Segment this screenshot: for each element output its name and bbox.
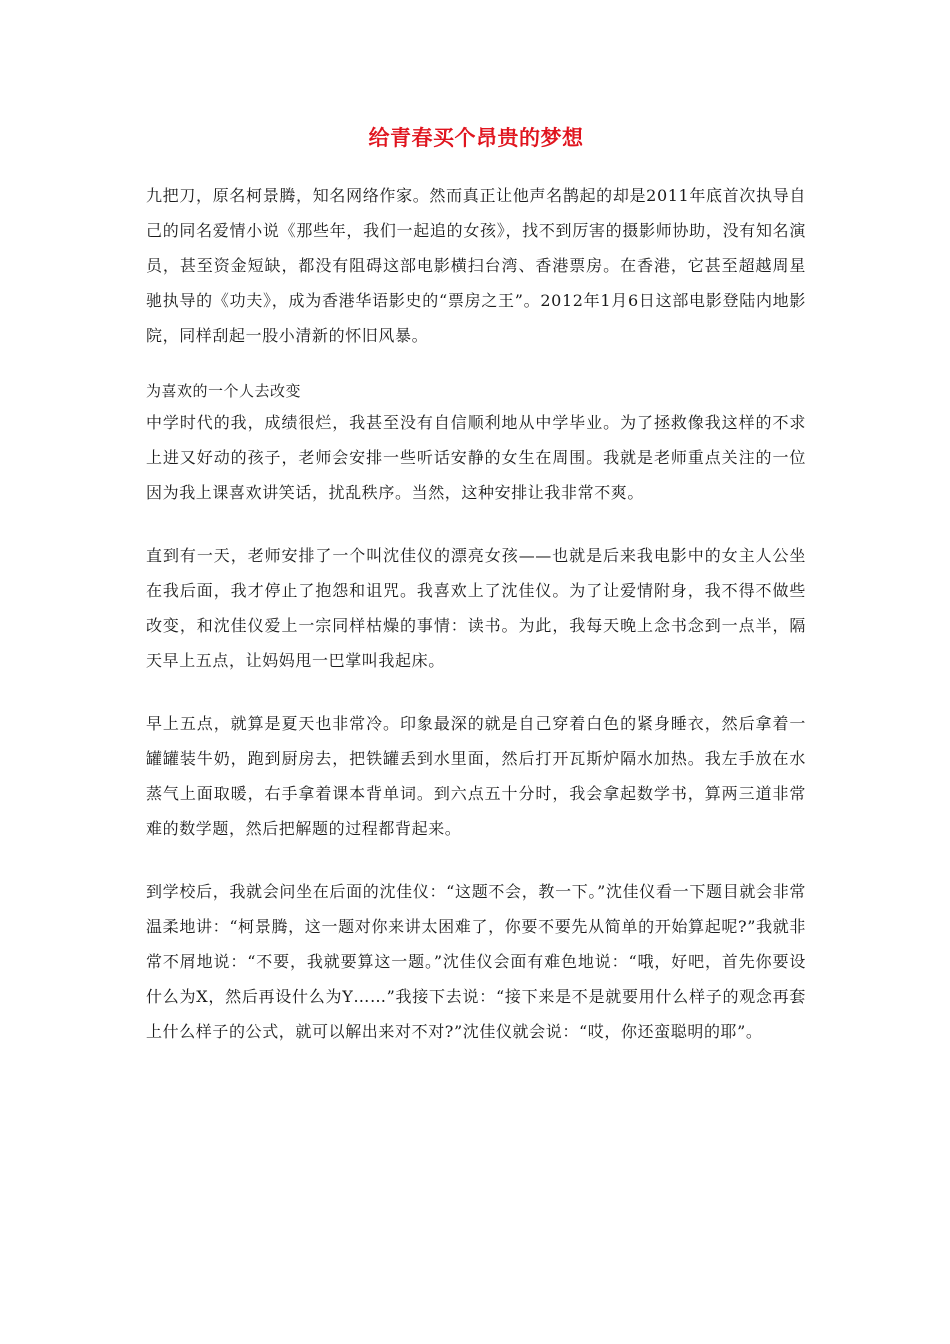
paragraph-gap — [146, 846, 806, 874]
paragraph-gap — [146, 678, 806, 706]
document-title: 给青春买个昂贵的梦想 — [368, 125, 584, 150]
paragraph-gap — [146, 510, 806, 538]
paragraph-intro: 九把刀，原名柯景腾，知名网络作家。然而真正让他声名鹊起的却是2011年底首次执导自己的同名爱情小说《那些年，我们一起追的女孩》，找不到厉害的摄影师协助，没有知名演员，甚至资金短缺，都没有阻碍这部电影横扫台湾、香港票房。在香港，它甚至超越周星驰执导的《功夫》，成为香港华语影史的“票房之王”。2012年1月6日这部电影登陆内地影院，同样刮起一股小清新的怀旧风暴。 — [146, 186, 806, 345]
paragraph-at-school: 到学校后，我就会问坐在后面的沈佳仪：“这题不会，教一下。”沈佳仪看一下题目就会非常温柔地讲：“柯景腾，这一题对你来讲太困难了，你要不要先从简单的开始算起呢?”我就非常不屑地说：“不要，我就要算这一题。”沈佳仪会面有难色地说：“哦，好吧，首先你要设什么为X，然后再设什么为Y……”我接下去说：“接下来是不是就要用什么样子的观念再套上什么样子的公式，就可以解出来对不对?”沈佳仪就会说：“哎，你还蛮聪明的耶”。 — [146, 882, 806, 1041]
paragraph-shen-jiayi: 直到有一天，老师安排了一个叫沈佳仪的漂亮女孩——也就是后来我电影中的女主人公坐在我后面，我才停止了抱怨和诅咒。我喜欢上了沈佳仪。为了让爱情附身，我不得不做些改变，和沈佳仪爱上一宗同样枯燥的事情：读书。为此，我每天晚上念书念到一点半，隔天早上五点，让妈妈甩一巴掌叫我起床。 — [146, 546, 806, 670]
document-body — [146, 124, 806, 1049]
section-subheading: 为喜欢的一个人去改变 — [146, 382, 302, 400]
paragraph-early-morning: 早上五点，就算是夏天也非常冷。印象最深的就是自己穿着白色的紧身睡衣，然后拿着一罐罐装牛奶，跑到厨房去，把铁罐丢到水里面，然后打开瓦斯炉隔水加热。我左手放在水蒸气上面取暖，右手拿着课本背单词。到六点五十分时，我会拿起数学书，算两三道非常难的数学题，然后把解题的过程都背起来。 — [146, 714, 806, 838]
paragraph-middle-school: 中学时代的我，成绩很烂，我甚至没有自信顺利地从中学毕业。为了拯救像我这样的不求上进又好动的孩子，老师会安排一些听话安静的女生在周围。我就是老师重点关注的一位因为我上课喜欢讲笑话，扰乱秩序。当然，这种安排让我非常不爽。 — [146, 413, 806, 502]
paragraph-gap — [146, 353, 806, 381]
